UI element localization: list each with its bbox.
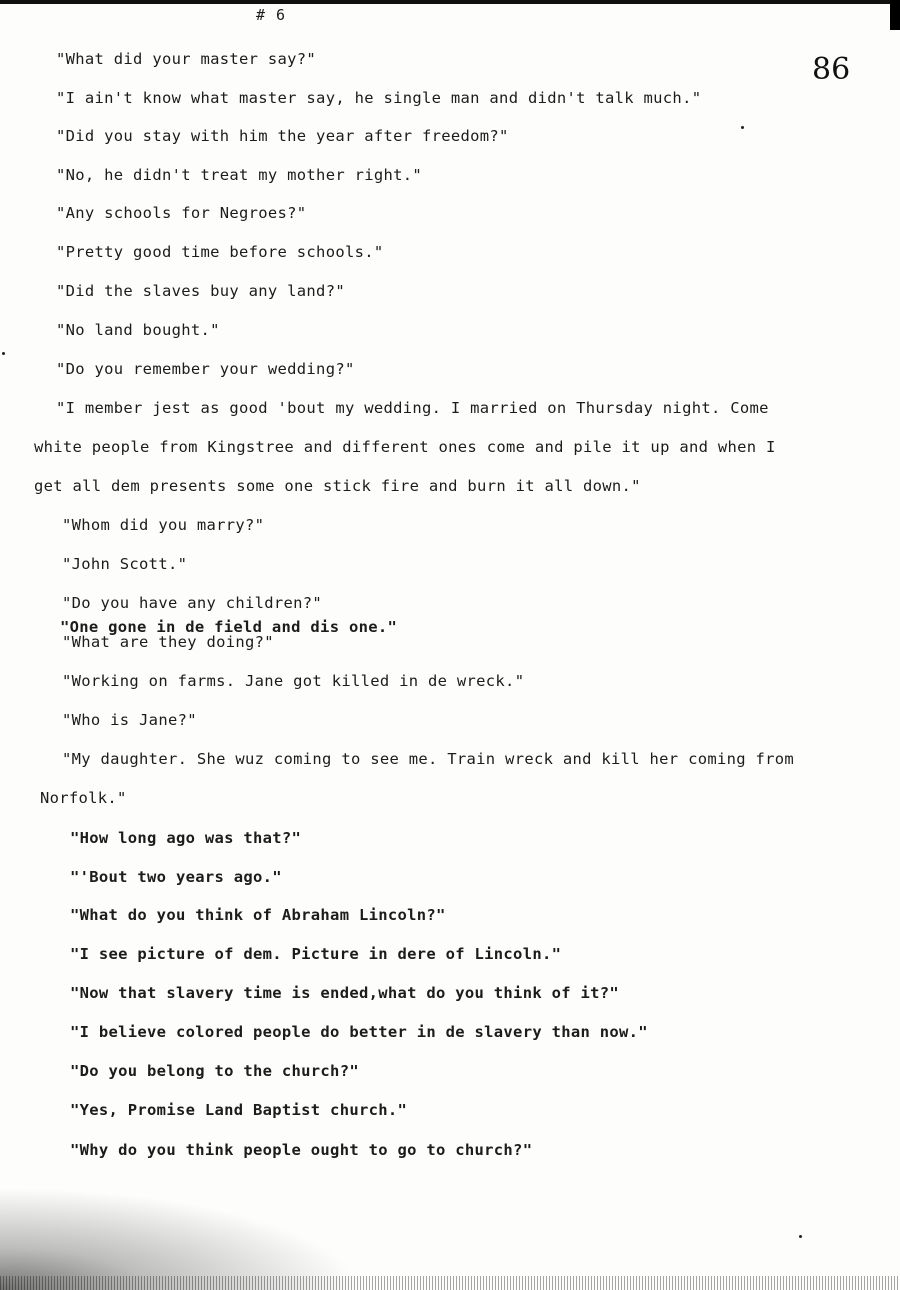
transcript-line: "Any schools for Negroes?" bbox=[56, 204, 307, 222]
scan-top-edge bbox=[0, 0, 900, 4]
transcript-line: "Did you stay with him the year after freedom?" bbox=[56, 127, 509, 145]
transcript-line: "I member jest as good 'bout my wedding. I married on Thursday night. Come bbox=[56, 399, 769, 417]
transcript-line: "What are they doing?" bbox=[62, 633, 274, 651]
transcript-line: "I see picture of dem. Picture in dere of Lincoln." bbox=[70, 945, 562, 963]
transcript-line: "'Bout two years ago." bbox=[70, 868, 282, 886]
transcript-line: "Working on farms. Jane got killed in de wreck." bbox=[62, 672, 525, 690]
transcript-line: "Now that slavery time is ended,what do you think of it?" bbox=[70, 984, 620, 1002]
transcript-line: "What do you think of Abraham Lincoln?" bbox=[70, 906, 446, 924]
scan-corner-shadow bbox=[0, 1170, 420, 1290]
page-header-mark: # 6 bbox=[256, 6, 287, 24]
scan-speck bbox=[741, 126, 744, 129]
scan-speck bbox=[799, 1235, 802, 1238]
page-number: 86 bbox=[812, 52, 851, 87]
transcript-line: white people from Kingstree and different ones come and pile it up and when I bbox=[34, 438, 776, 456]
scan-right-edge bbox=[890, 0, 900, 30]
transcript-line: "Do you have any children?" bbox=[62, 594, 323, 612]
transcript-line: "Whom did you marry?" bbox=[62, 516, 265, 534]
transcript-line: "What did your master say?" bbox=[56, 50, 317, 68]
transcript-line: "Pretty good time before schools." bbox=[56, 243, 384, 261]
transcript-line: "No land bought." bbox=[56, 321, 220, 339]
transcript-line: "Why do you think people ought to go to church?" bbox=[70, 1141, 533, 1159]
scan-bottom-edge bbox=[0, 1276, 900, 1290]
transcript-line: "My daughter. She wuz coming to see me. Train wreck and kill her coming from bbox=[62, 750, 795, 768]
transcript-line: Norfolk." bbox=[40, 789, 127, 807]
transcript-line: "Who is Jane?" bbox=[62, 711, 197, 729]
transcript-line: "How long ago was that?" bbox=[70, 829, 302, 847]
transcript-line: "Do you remember your wedding?" bbox=[56, 360, 355, 378]
transcript-line: "I ain't know what master say, he single man and didn't talk much." bbox=[56, 89, 702, 107]
scan-speck bbox=[2, 352, 5, 355]
transcript-line: "John Scott." bbox=[62, 555, 188, 573]
transcript-line: "I believe colored people do better in de slavery than now." bbox=[70, 1023, 648, 1041]
transcript-line: "Yes, Promise Land Baptist church." bbox=[70, 1101, 408, 1119]
transcript-line: get all dem presents some one stick fire and burn it all down." bbox=[34, 477, 641, 495]
transcript-line: "Did the slaves buy any land?" bbox=[56, 282, 345, 300]
transcript-line: "No, he didn't treat my mother right." bbox=[56, 166, 423, 184]
overtyped-line: "One gone in de field and dis one." bbox=[60, 618, 398, 636]
transcript-line: "Do you belong to the church?" bbox=[70, 1062, 359, 1080]
